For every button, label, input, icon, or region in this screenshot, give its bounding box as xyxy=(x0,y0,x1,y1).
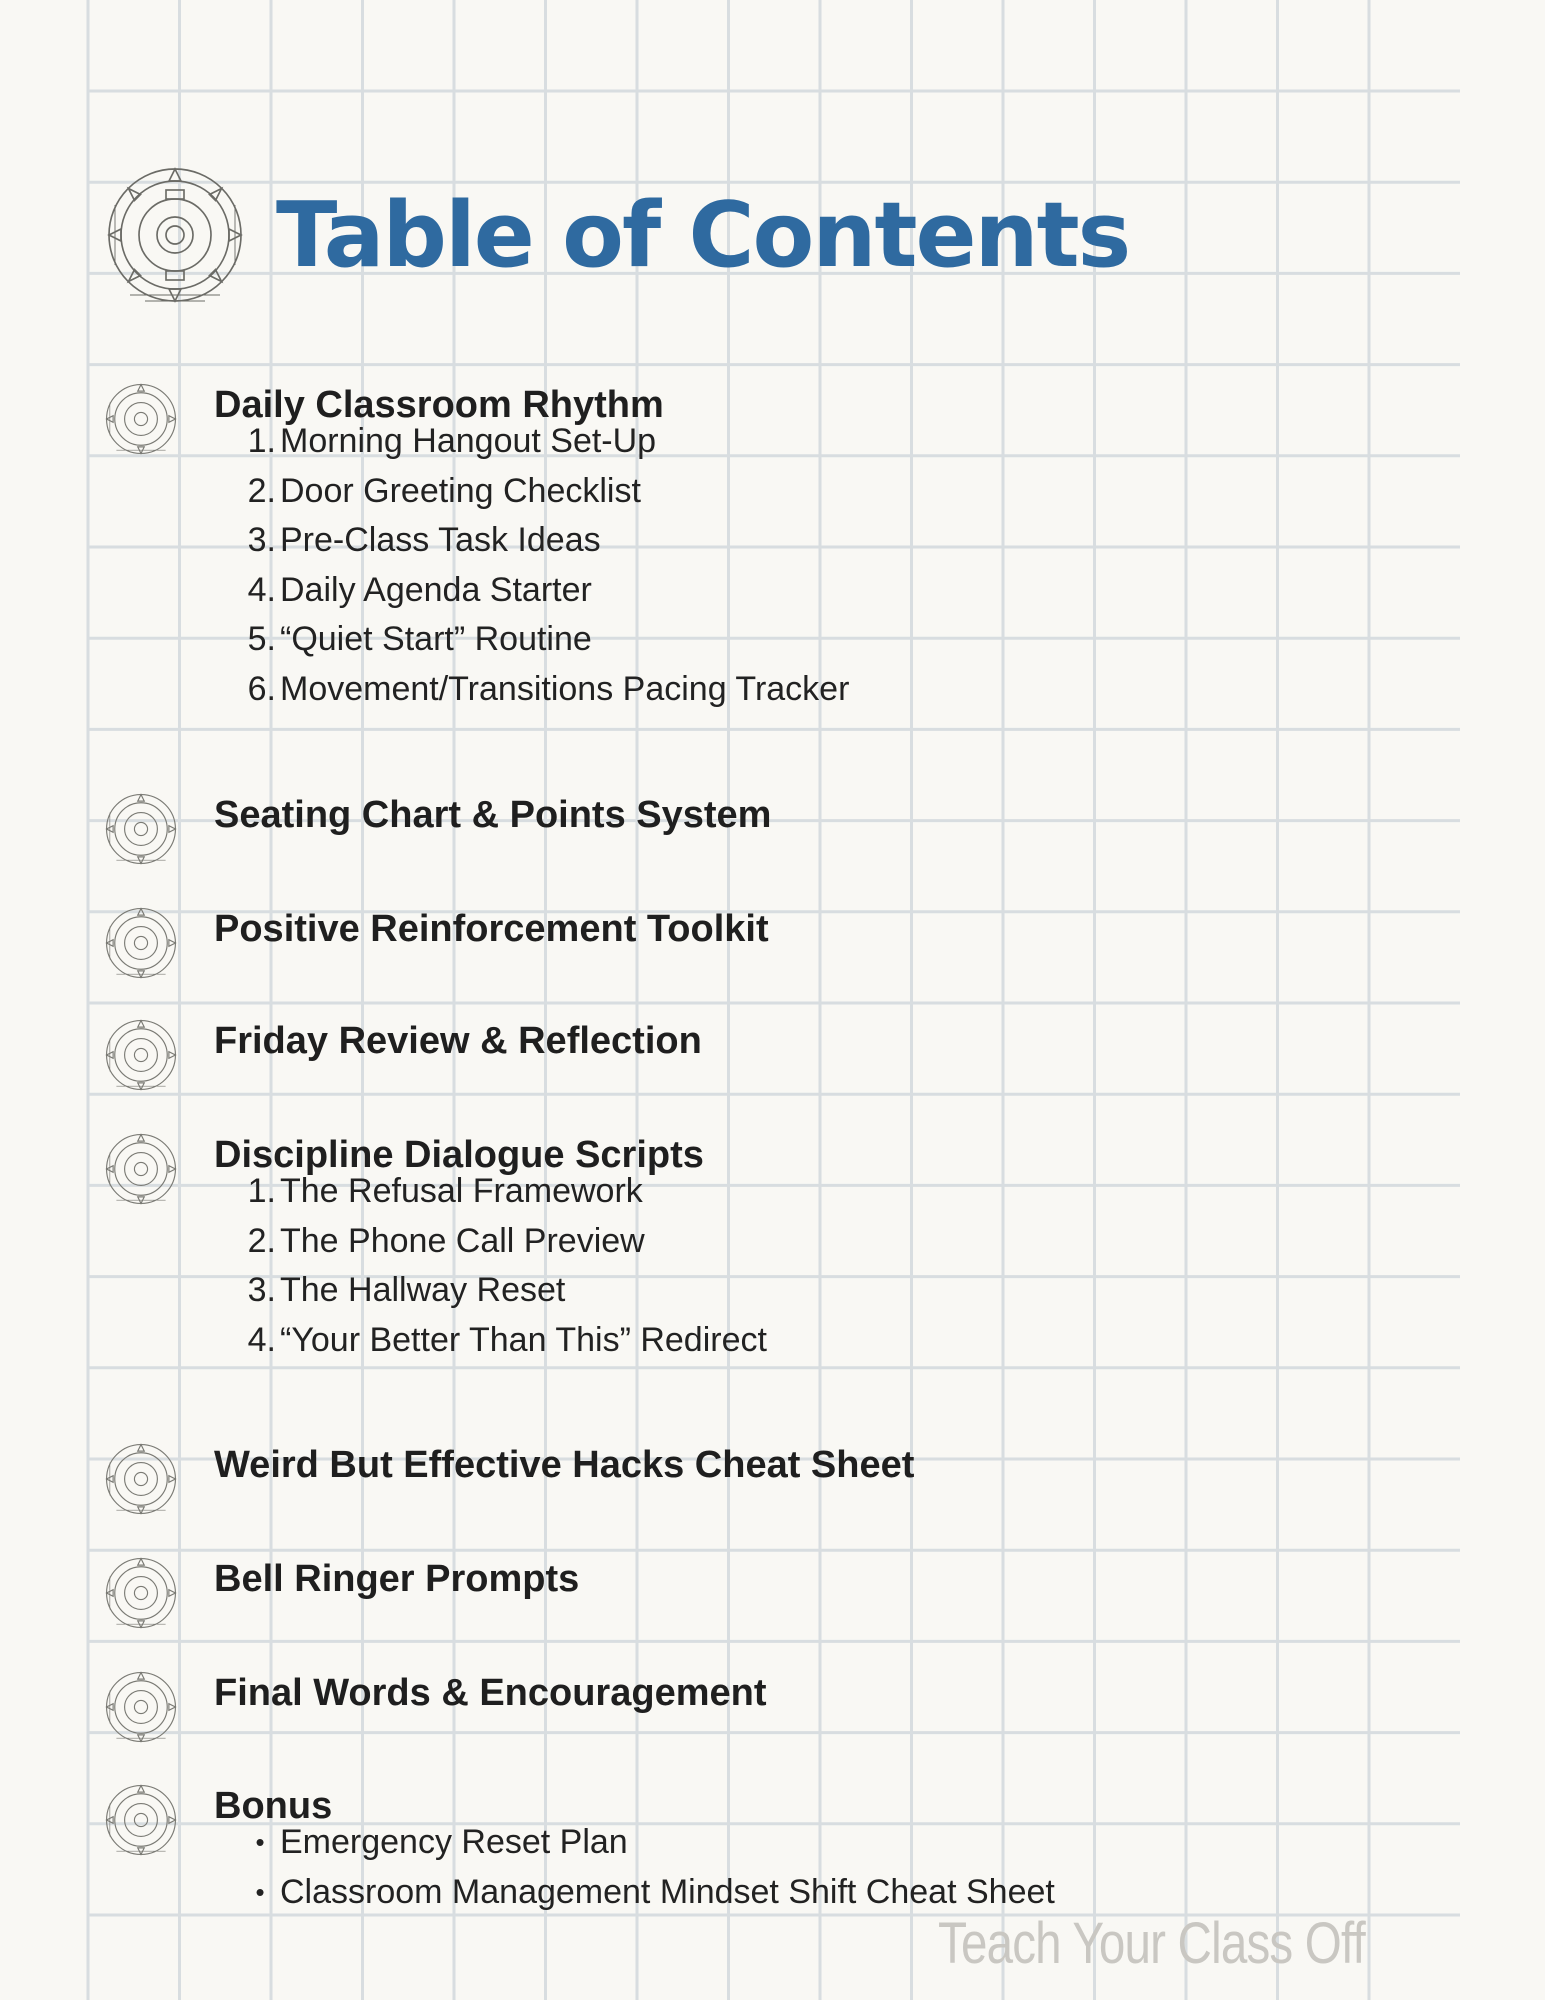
toc-subitem[interactable] xyxy=(242,565,592,615)
toc-section-heading[interactable]: Daily Classroom Rhythm xyxy=(214,384,664,426)
list-number: 1. xyxy=(247,1172,276,1210)
list-number: 5. xyxy=(247,620,276,658)
list-number: 4. xyxy=(247,570,276,609)
toc-subitem-label: The Refusal Framework xyxy=(280,1172,643,1210)
list-number: 2. xyxy=(247,471,276,510)
toc-section-heading[interactable]: Seating Chart & Points System xyxy=(214,794,772,836)
toc-subitem-label: Pre-Class Task Ideas xyxy=(280,521,601,559)
bullet-marker: • xyxy=(255,1876,265,1907)
toc-section-heading[interactable]: Bonus xyxy=(214,1785,333,1827)
gear-icon xyxy=(100,902,182,984)
toc-subitem-label: The Hallway Reset xyxy=(280,1271,566,1309)
page-title: Table of Contents xyxy=(276,182,1130,288)
toc-subitem[interactable] xyxy=(242,1265,565,1315)
list-number: 3. xyxy=(247,521,276,559)
toc-subitem-label: Daily Agenda Starter xyxy=(280,570,592,609)
toc-subitem-label: “Quiet Start” Routine xyxy=(280,620,592,658)
toc-subitem-label: “Your Better Than This” Redirect xyxy=(280,1320,767,1359)
gear-icon xyxy=(100,788,182,870)
gear-icon xyxy=(100,1128,182,1210)
toc-subitem[interactable] xyxy=(242,1817,628,1867)
gear-icon xyxy=(100,160,250,310)
list-number: 2. xyxy=(247,1221,276,1260)
toc-subitem-label: Morning Hangout Set-Up xyxy=(280,422,657,460)
gear-icon xyxy=(100,1014,182,1096)
toc-subitem[interactable] xyxy=(242,1315,767,1365)
toc-subitem[interactable] xyxy=(242,614,592,664)
gear-icon xyxy=(100,1779,182,1861)
toc-section-heading[interactable]: Bell Ringer Prompts xyxy=(214,1558,580,1600)
toc-subitem[interactable] xyxy=(242,664,849,714)
toc-subitem[interactable] xyxy=(242,466,641,516)
toc-section-heading[interactable]: Weird But Effective Hacks Cheat Sheet xyxy=(214,1444,915,1486)
toc-section-heading[interactable]: Friday Review & Reflection xyxy=(214,1020,702,1062)
toc-subitem[interactable] xyxy=(242,1216,645,1266)
gear-icon xyxy=(100,1438,182,1520)
toc-subitem[interactable] xyxy=(242,1166,643,1216)
toc-subitem[interactable] xyxy=(242,515,601,565)
gear-icon xyxy=(100,378,182,460)
list-number: 1. xyxy=(247,422,276,460)
list-number: 4. xyxy=(247,1320,276,1359)
bullet-marker: • xyxy=(255,1827,265,1857)
toc-subitem[interactable] xyxy=(242,1867,1055,1917)
title-row xyxy=(100,155,1129,315)
list-number: 6. xyxy=(247,669,276,708)
gear-icon xyxy=(100,1666,182,1748)
list-number: 3. xyxy=(247,1271,276,1309)
toc-subitem-label: Emergency Reset Plan xyxy=(280,1823,628,1861)
toc-section-heading[interactable]: Discipline Dialogue Scripts xyxy=(214,1134,704,1176)
toc-subitem-label: Movement/Transitions Pacing Tracker xyxy=(280,669,850,708)
toc-subitem[interactable] xyxy=(242,416,656,466)
toc-subitem-label: Door Greeting Checklist xyxy=(280,471,641,510)
toc-section-heading[interactable]: Positive Reinforcement Toolkit xyxy=(214,908,769,950)
toc-section-heading[interactable]: Final Words & Encouragement xyxy=(214,1672,767,1714)
toc-subitem-label: Classroom Management Mindset Shift Cheat Sheet xyxy=(280,1872,1055,1911)
toc-subitem-label: The Phone Call Preview xyxy=(280,1221,645,1260)
gear-icon xyxy=(100,1552,182,1634)
brand-watermark: Teach Your Class Off xyxy=(938,1911,1365,1976)
